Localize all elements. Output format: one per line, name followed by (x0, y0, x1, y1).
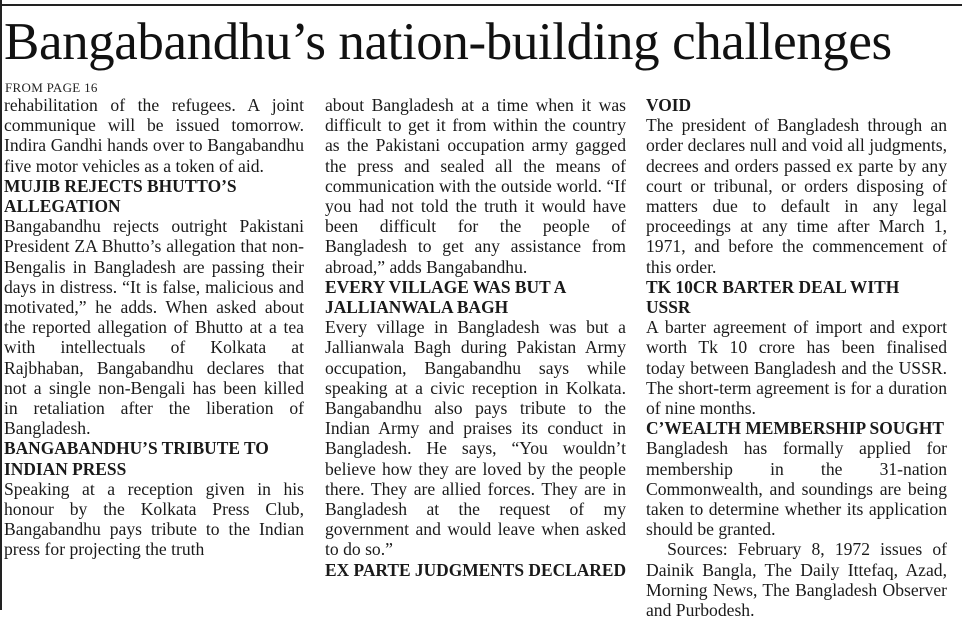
column-1 (4, 95, 304, 607)
paragraph: Bangladesh has formally applied for membership in the 31-nation Commonwealth, and soundings are being taken to determine whether its application should be granted. (646, 438, 947, 540)
subhead: TK 10CR BARTER DEAL WITH USSR (646, 276, 900, 318)
paragraph: Speaking at a reception given in his honour by the Kolkata Press Club, Bangabandhu pays tribute to the Indian press for projecting the truth (4, 478, 304, 560)
column-2 (325, 95, 626, 607)
subhead: BANGABANDHU’S TRIBUTE TO INDIAN PRESS (4, 438, 269, 479)
column-3 (646, 95, 947, 620)
headline: Bangabandhu’s nation-building challenges (4, 13, 892, 71)
continued-from-label: FROM PAGE 16 (5, 80, 98, 95)
paragraph: A barter agreement of import and export worth Tk 10 crore has been finalised today between Bangladesh and the USSR. The short-term agreement is for a duration of nine months. (646, 317, 947, 419)
subhead: VOID (646, 95, 692, 115)
sources-note: Sources: February 8, 1972 issues of Dainik Bangla, The Daily Ittefaq, Azad, Morning News, The Bangladesh Observer and Purbodesh. (646, 539, 947, 620)
paragraph: rehabilitation of the refugees. A joint communique will be issued tomorrow. Indira Gandhi hands over to Bangabandhu five motor vehicles as a token of aid. (4, 95, 304, 176)
paragraph: Bangabandhu rejects outright Pakistani President ZA Bhutto’s allegation that non-Bengalis in Bangladesh are passing their days in distress. “It is false, malicious and motivated,” he adds. When asked about the reported allegation of Bhutto at a tea with intellectuals of Kolkata at Rajbhaban, Bangabandhu declares that not a single non-Bengali has been killed in retaliation after the liberation of Bangladesh. (4, 216, 304, 439)
subhead: EVERY VILLAGE WAS BUT A JALLIANWALA BAGH (325, 276, 566, 318)
subhead: MUJIB REJECTS BHUTTO’S ALLEGATION (4, 175, 237, 217)
subhead: C’WEALTH MEMBERSHIP SOUGHT (646, 418, 944, 439)
paragraph: Every village in Bangladesh was but a Jallianwala Bagh during Pakistan Army occupation, Bangabandhu says while speaking at a civic reception in Kolkata. Bangabandhu also pays tribute to the Indian Army and praises its conduct in Bangladesh. He says, “You wouldn’t believe how they are loved by the people there. They are allied forces. They are in Bangladesh at the request of my government and would leave when asked to do so.” (325, 317, 626, 560)
top-rule (0, 4, 962, 6)
paragraph: about Bangladesh at a time when it was difficult to get it from within the country as the Pakistani occupation army gagged the press and sealed all the means of communication with the outside world. “If you had not told the truth it would have been difficult for the people of Bangladesh to get any assistance from abroad,” adds Bangabandhu. (325, 95, 626, 277)
paragraph: The president of Bangladesh through an order declares null and void all judgments, decrees and orders passed ex parte by any court or tribunal, or orders disposing of matters due to default in any legal proceedings at any time after March 1, 1971, and before the commencement of this order. (646, 115, 947, 277)
subhead: EX PARTE JUDGMENTS DECLARED (325, 559, 627, 580)
left-rule (0, 0, 2, 610)
